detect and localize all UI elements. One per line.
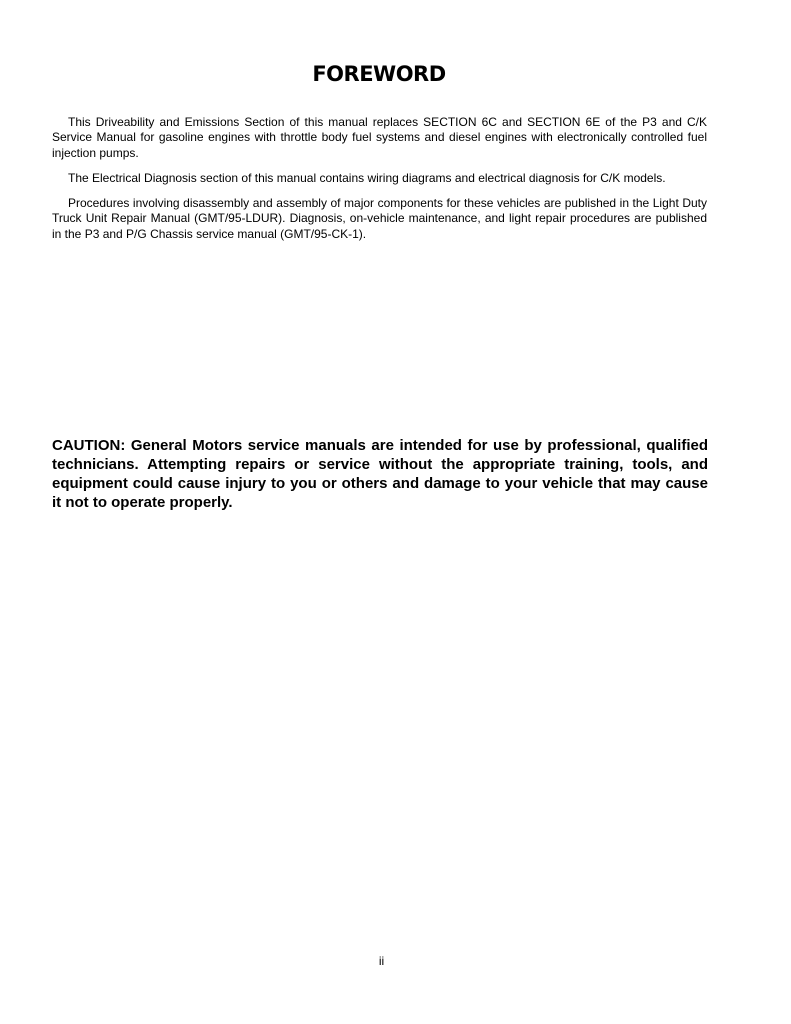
foreword-body bbox=[52, 115, 707, 252]
paragraph-procedures: Procedures involving disassembly and assembly of major components for these vehicles are published in the Light Duty Truck Unit Repair Manual (GMT/95-LDUR). Diagnosis, on-vehicle maintenance, and light repair procedures are published in the P3 and P/G Chassis service manual (GMT/95-CK-1). bbox=[52, 196, 707, 241]
paragraph-supersedes: This Driveability and Emissions Section of this manual replaces SECTION 6C and SECTION 6E of the P3 and C/K Service Manual for gasoline engines with throttle body fuel systems and diesel engines with electronically controlled fuel injection pumps. bbox=[52, 115, 707, 160]
caution-notice: CAUTION: General Motors service manuals are intended for use by professional, qualified technicians. Attempting repairs or service without the appropriate training, tools, and equipment could cause injury to you or others and damage to your vehicle that may cause it not to operate properly. bbox=[52, 437, 708, 511]
page-number: ii bbox=[378, 954, 385, 968]
paragraph-electrical-diagnosis: The Electrical Diagnosis section of this manual contains wiring diagrams and electrical diagnosis for C/K models. bbox=[68, 170, 666, 185]
page-title: FOREWORD bbox=[312, 62, 446, 86]
